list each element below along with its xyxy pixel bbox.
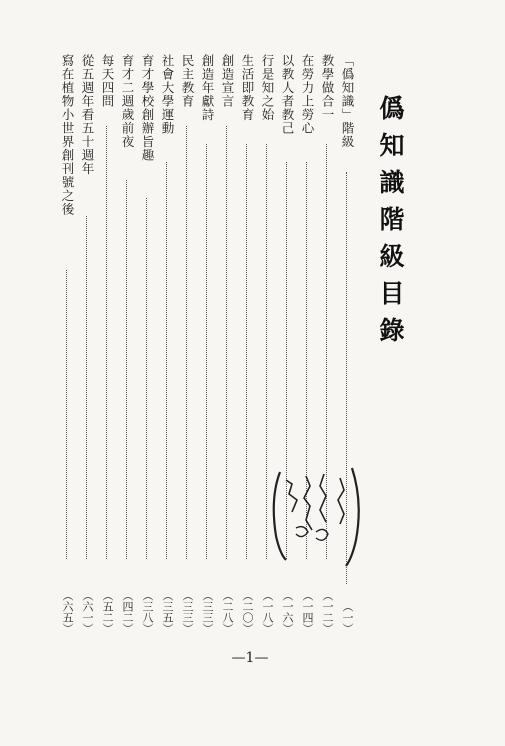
toc-entry-page: （二八） bbox=[221, 590, 234, 634]
toc-entry-title: 生活即教育 bbox=[240, 54, 255, 122]
toc-entry-page: （一六） bbox=[281, 590, 294, 634]
toc-entry bbox=[218, 54, 236, 634]
library-stamp bbox=[266, 458, 366, 573]
toc-entry-page: （四二） bbox=[121, 590, 134, 634]
toc-entry-title: 每天四問 bbox=[100, 54, 115, 108]
toc-entry-page: （一四） bbox=[301, 590, 314, 634]
dot-leader bbox=[206, 144, 207, 559]
dot-leader bbox=[146, 198, 147, 559]
toc-entry-page: （一二） bbox=[321, 590, 334, 634]
toc-entry-page: （一八） bbox=[261, 590, 274, 634]
toc-entry bbox=[238, 54, 256, 634]
toc-entry-title: 育才二週歲前夜 bbox=[120, 54, 135, 149]
toc-entry-title: 創造宣言 bbox=[220, 54, 235, 108]
toc-entry-title: 以教人者教己 bbox=[280, 54, 295, 135]
page-number: —1— bbox=[231, 650, 269, 666]
toc-entry bbox=[198, 54, 216, 634]
dot-leader bbox=[86, 216, 87, 559]
toc-entry bbox=[118, 54, 136, 634]
document-title: 僞知識階級目錄 bbox=[376, 95, 405, 354]
toc-entry-title: 社會大學運動 bbox=[160, 54, 175, 135]
toc-entry-title: 在勞力上勞心 bbox=[300, 54, 315, 135]
toc-entry-title: 民主教育 bbox=[180, 54, 195, 108]
toc-entry-page: （三三） bbox=[181, 590, 194, 634]
toc-entry-title: 從五週年看五十週年 bbox=[80, 54, 95, 176]
toc-entry-page: （三五） bbox=[161, 590, 174, 634]
toc-entry-page: （五二） bbox=[101, 590, 114, 634]
toc-entry bbox=[178, 54, 196, 634]
dot-leader bbox=[166, 162, 167, 559]
toc-entry bbox=[58, 54, 76, 634]
toc-entry bbox=[78, 54, 96, 634]
dot-leader bbox=[246, 144, 247, 559]
dot-leader bbox=[126, 180, 127, 559]
toc-entry-title: 育才學校創辦旨趣 bbox=[140, 54, 155, 162]
toc-entry-page: （二〇） bbox=[241, 590, 254, 634]
toc-entry bbox=[138, 54, 156, 634]
toc-entry-title: 創造年獻詩 bbox=[200, 54, 215, 122]
toc-entry-page: （三八） bbox=[141, 590, 154, 634]
dot-leader bbox=[226, 126, 227, 559]
toc-entry-title: 教學做合一 bbox=[320, 54, 335, 122]
toc-entry-page: （六五） bbox=[61, 590, 74, 634]
dot-leader bbox=[106, 126, 107, 559]
toc-entry-title: 寫在植物小世界創刊號之後 bbox=[60, 54, 75, 216]
toc-entry-page: （三三） bbox=[201, 590, 214, 634]
toc-entry-page: （六一） bbox=[81, 590, 94, 634]
toc-entry-title: 「僞知識」階級 bbox=[340, 54, 355, 149]
toc-entry bbox=[158, 54, 176, 634]
dot-leader bbox=[186, 126, 187, 559]
toc-entry-page: （一） bbox=[341, 601, 354, 634]
dot-leader bbox=[66, 270, 67, 559]
toc-entry-title: 行是知之始 bbox=[260, 54, 275, 122]
toc-entry bbox=[98, 54, 116, 634]
